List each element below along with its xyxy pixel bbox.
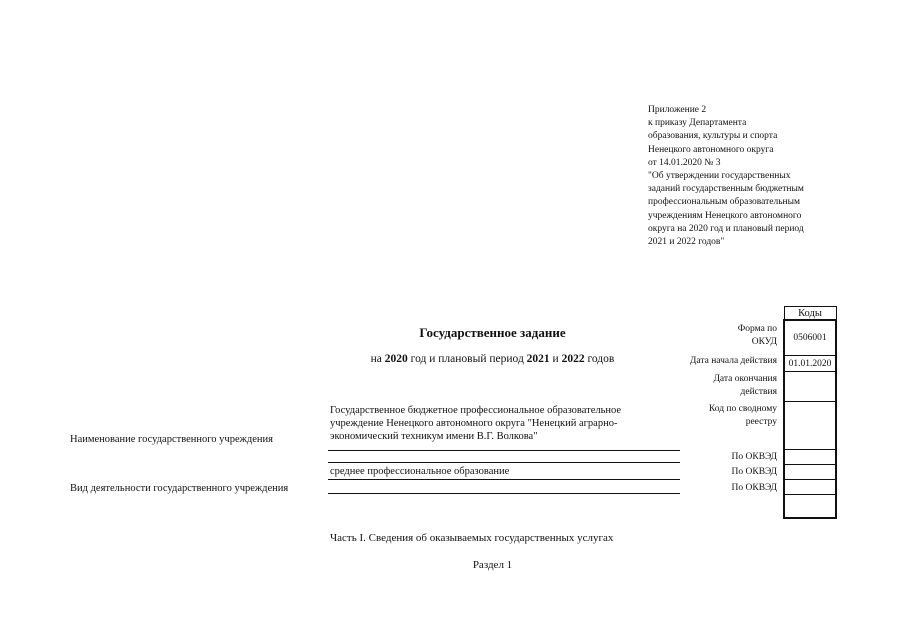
appendix-line: Ненецкого автономного округа [648, 144, 774, 155]
section-title: Раздел 1 [472, 559, 513, 571]
appendix-line: округа на 2020 год и плановый период [648, 223, 804, 234]
period-years-word: годов [587, 353, 615, 365]
period-year2: 2021 [526, 353, 550, 365]
code-value-blank [784, 495, 836, 519]
activity-underline-2 [328, 493, 680, 494]
period-year3: 2022 [561, 353, 585, 365]
code-value-end-date [784, 372, 836, 402]
appendix-line: к приказу Департамента [648, 118, 747, 129]
institution-name [330, 404, 680, 443]
appendix-line: заданий государственным бюджетным [648, 184, 804, 195]
code-label-okved-3: По ОКВЭД [731, 483, 777, 493]
code-value-registry [784, 402, 836, 450]
code-label-okud: Форма по ОКУД [737, 324, 777, 347]
appendix-line: образования, культуры и спорта [648, 131, 778, 142]
activity-label: Вид деятельности государственного учреждения [70, 483, 289, 494]
activity-underline [328, 479, 680, 480]
code-value-start-date: 01.01.2020 [784, 356, 836, 372]
part-title: Часть I. Сведения об оказываемых государственных услугах [330, 532, 614, 544]
period-and: и [552, 353, 559, 365]
institution-underline [328, 450, 680, 451]
code-label-end-date: Дата окончания действия [713, 374, 777, 397]
code-value-okved-1 [784, 450, 836, 465]
code-value-okved-2 [784, 465, 836, 480]
code-value-okud: 0506001 [784, 320, 836, 356]
code-label-registry: Код по сводному реестру [708, 404, 777, 427]
document-title: Государственное задание [419, 325, 566, 340]
period-middle: год и плановый период [410, 353, 524, 365]
appendix-line: 2021 и 2022 годов" [648, 237, 725, 248]
code-label-okved-1: По ОКВЭД [731, 452, 777, 462]
appendix-line: от 14.01.2020 № 3 [648, 157, 721, 168]
activity-value: среднее профессиональное образование [330, 466, 510, 477]
code-label-start-date: Дата начала действия [689, 356, 777, 366]
period-prefix: на [370, 353, 382, 365]
institution-underline-2 [328, 462, 680, 463]
code-label-okved-2: По ОКВЭД [731, 467, 777, 477]
appendix-line: Приложение 2 [648, 105, 707, 115]
appendix-line: "Об утверждении государственных [648, 171, 791, 182]
codes-header: Коды [784, 307, 836, 321]
appendix-note [648, 104, 878, 249]
code-value-okved-3 [784, 480, 836, 495]
codes-table [783, 306, 837, 519]
institution-label: Наименование государственного учреждения [70, 434, 273, 445]
appendix-line: профессиональным образовательным [648, 197, 801, 208]
institution-name-line: Государственное бюджетное профессиональное образовательное [330, 405, 622, 416]
institution-name-line: учреждение Ненецкого автономного округа "Ненецкий аграрно- [330, 418, 618, 429]
institution-name-line: экономический техникум имени В.Г. Волкова" [330, 431, 538, 442]
document-period [330, 353, 655, 365]
appendix-line: учреждениям Ненецкого автономного [648, 210, 802, 221]
period-year: 2020 [384, 353, 408, 365]
